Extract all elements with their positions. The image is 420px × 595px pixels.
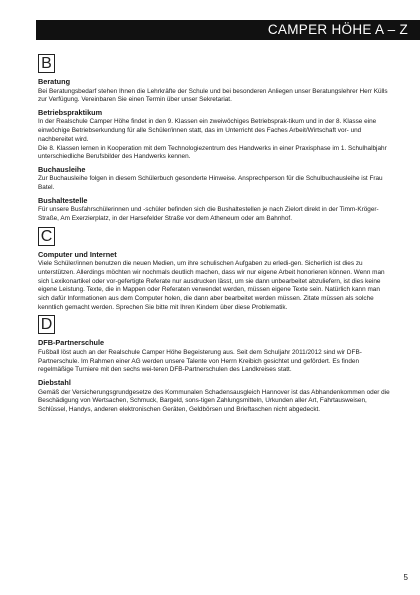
entry-paragraph: Für unsere Busfahrschülerinnen und -schüler befinden sich die Bushaltestellen je nach Zielort direkt in der Timm-Kröger-Straße, Am Exerzierplatz, in der Harsefelder Straße vor dem Atheneum oder am Bahnhof.: [38, 206, 379, 223]
page-content: [38, 54, 390, 418]
entry-betriebspraktikum: [38, 108, 390, 162]
entry-paragraph: Viele Schüler/innen benutzen die neuen Medien, um ihre schulischen Aufgaben zu erledi-gen. Sicherlich ist dies zu unterstützen. Allerdings möchten wir nochmals deutlich machen, dass wir nur eigene Arbeit honorieren können. Wenn man sich Lexikonartikel oder vor-gefertigte Referate nur ausdrucken lässt, um sie dann unbearbeitet abzuliefern, ist dies keine eigene Leistung. Texte, die in Mappen oder Referaten verwendet werden, müssen eigene Texte sein. Natürlich kann man sich dafür Informationen aus dem Computer holen, die dann aber bearbeitet werden müssen. Zitate müssen als solche kenntlich gemacht werden. Sprechen Sie bitte mit Ihren Kindern über diese Problematik.: [38, 260, 385, 311]
entry-text: [38, 260, 390, 312]
entry-text: [38, 389, 390, 415]
entry-title: Betriebspraktikum: [38, 107, 103, 117]
section-c: [38, 227, 390, 313]
entry-text: [38, 118, 390, 162]
page-number: 5: [403, 573, 408, 582]
entry-paragraph: Bei Beratungsbedarf stehen Ihnen die Lehrkräfte der Schule und bei besonderen Anliegen unser Beratungslehrer Herr Külls zur Verfügung. Vereinbaren Sie einen Termin über unser Sekretariat.: [38, 87, 388, 104]
entry-title: Bushaltestelle: [38, 195, 88, 205]
entry-bushaltestelle: [38, 196, 390, 224]
section-b: [38, 54, 390, 224]
entry-paragraph: Die 8. Klassen lernen in Kooperation mit dem Technologiezentrum des Handwerks in einer Praxisphase im 1. Schulhalbjahr unterschiedliche Berufsbilder des Handwerks kennen.: [38, 144, 387, 161]
entry-text: [38, 175, 390, 192]
entry-paragraph: Zur Buchausleihe folgen in diesem Schülerbuch gesonderte Hinweise. Ansprechperson für die Schulbuchausleihe ist Frau Batel.: [38, 175, 383, 192]
entry-computer-und-internet: [38, 250, 390, 313]
entry-paragraph: Fußball löst auch an der Realschule Camper Höhe Begeisterung aus. Seit dem Schuljahr 2011/2012 sind wir DFB-Partnerschule. Im Rahmen einer AG werden unsere Talente von Herrn Kreibich gesichtet und gefördert. Es finden regelmäßige Turniere mit den sechs wei-teren DFB-Partnerschulen des Landkreises statt.: [38, 348, 362, 374]
section-letter: D: [38, 315, 55, 334]
entry-title: Computer und Internet: [38, 249, 117, 259]
section-letter: C: [38, 227, 55, 246]
page-title: CAMPER HÖHE A – Z: [267, 22, 408, 37]
entry-paragraph: In der Realschule Camper Höhe findet in den 9. Klassen ein zweiwöchiges Betriebsprak-tikum und in der 8. Klasse eine einwöchige Betriebserkundung für alle Schüler/innen statt, das im Unterricht des Faches Arbeit/Wirtschaft vor- und nachbereitet wird.: [38, 118, 377, 143]
entry-title: DFB-Partnerschule: [38, 338, 105, 348]
section-d: [38, 315, 390, 414]
entry-title: Beratung: [38, 77, 71, 86]
entry-title: Diebstahl: [38, 378, 71, 388]
entry-paragraph: Gemäß der Versicherungsgrundgesetze des Kommunalen Schadensausgleich Hannover ist das Abhandenkommen oder die Beschädigung von Wertsachen, Schmuck, Bargeld, sons-tigen Zahlungsmitteln, Urkunden aller Art, Fahrtausweisen, Schlüssel, Handys, anderen elektronischen Geräten, Geldbörsen und Brieftaschen nicht abgedeckt.: [38, 388, 390, 413]
section-letter: B: [38, 54, 55, 73]
entry-beratung: [38, 77, 390, 105]
entry-text: [38, 88, 390, 105]
entry-diebstahl: [38, 378, 390, 415]
entry-buchausleihe: [38, 165, 390, 193]
header-bar: [36, 20, 420, 40]
entry-text: [38, 206, 390, 223]
entry-dfb-partnerschule: [38, 338, 390, 375]
entry-title: Buchausleihe: [38, 164, 86, 174]
entry-text: [38, 349, 390, 375]
